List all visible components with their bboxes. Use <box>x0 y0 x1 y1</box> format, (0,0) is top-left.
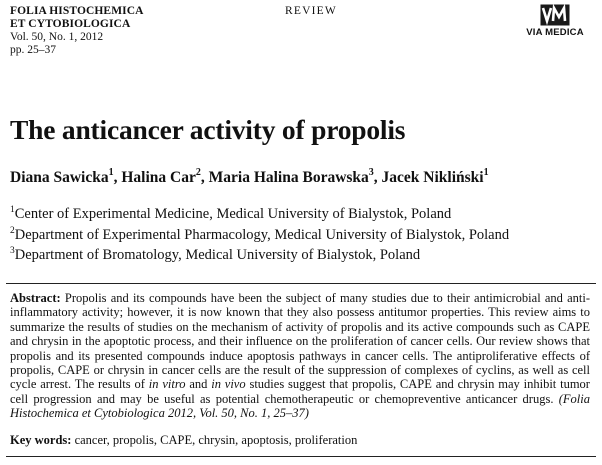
author-affiliation-mark: 1 <box>483 167 489 178</box>
publisher-logo <box>514 4 596 38</box>
via-medica-logo-icon <box>540 4 570 26</box>
abstract <box>10 291 590 421</box>
affiliation-text: Center of Experimental Medicine, Medical University of Bialystok, Poland <box>14 205 452 222</box>
affiliation-mark: 1 <box>10 205 15 215</box>
abstract-top-rule <box>6 283 596 284</box>
paper-title: The anticancer activity of propolis <box>10 114 406 145</box>
abstract-text-1: Propolis and its compounds have been the subject of many studies due to their antimicrobial and anti-inflammatory activity; however, it is now known that they also possess antitumor properties. This review aims to summarize the results of studies on the mechanism of activity of propolis and its active compounds such as CAPE and chrysin in the apoptotic process, and their influence on the proliferation of cancer cells. Our review shows that propolis and its presented compounds induce apoptosis pathways in cancer cells. The antiproliferative effects of propolis, CAPE or chrysin in cancer cells are the result of the suppression of complexes of cyclins, as well as cell cycle arrest. The results of <box>10 291 590 392</box>
affiliation-1 <box>10 205 451 223</box>
affiliation-mark: 3 <box>10 246 15 256</box>
abstract-italic-in-vitro: in vitro <box>148 377 186 392</box>
author-list: Diana Sawicka$^1$, Halina Car$^2$, Maria Halina Borawska$^3$, Jacek Nikliński$^1$ <box>10 167 489 187</box>
abstract-label: Abstract: <box>10 291 61 305</box>
affiliation-text: Department of Bromatology, Medical University of Bialystok, Poland <box>14 246 421 263</box>
author-affiliation-mark: 2 <box>195 167 201 178</box>
affiliation-2 <box>10 226 509 244</box>
keywords <box>10 433 357 448</box>
abstract-italic-in-vivo: in vivo <box>211 377 246 392</box>
keywords-label: Key words: <box>10 433 72 447</box>
affiliation-mark: 2 <box>10 226 15 236</box>
affiliation-3 <box>10 246 420 264</box>
author-name: Maria Halina Borawska <box>208 169 369 187</box>
keywords-text: cancer, propolis, CAPE, chrysin, apoptosis, proliferation <box>71 433 358 447</box>
author-name: Halina Car <box>121 169 196 187</box>
author-affiliation-mark: 1 <box>108 167 114 178</box>
author-affiliation-mark: 3 <box>368 167 374 178</box>
author-name: Diana Sawicka <box>10 169 109 187</box>
abstract-text-3: studies suggest that propolis, CAPE and chrysin may inhibit tumor cell progression and may be useful as potential chemotherapeutic or chemopreventive anticancer drugs. <box>10 377 590 406</box>
affiliation-text: Department of Experimental Pharmacology, Medical University of Bialystok, Poland <box>14 226 510 243</box>
journal-pages: pp. 25–37 <box>10 44 56 56</box>
publisher-name: VIA MEDICA <box>526 27 584 38</box>
abstract-citation: (Folia Histochemica et Cytobiologica 2012, Vol. 50, No. 1, 25–37) <box>10 391 590 421</box>
author-name: Jacek Nikliński <box>381 169 484 187</box>
journal-name-line1: FOLIA HISTOCHEMICA <box>10 5 144 17</box>
journal-volume: Vol. 50, No. 1, 2012 <box>10 31 104 43</box>
abstract-bottom-rule <box>6 456 596 457</box>
abstract-text-2: and <box>185 377 212 392</box>
journal-info <box>10 5 144 57</box>
article-type: REVIEW <box>285 5 337 17</box>
journal-name-line2: ET CYTOBIOLOGICA <box>10 18 131 30</box>
